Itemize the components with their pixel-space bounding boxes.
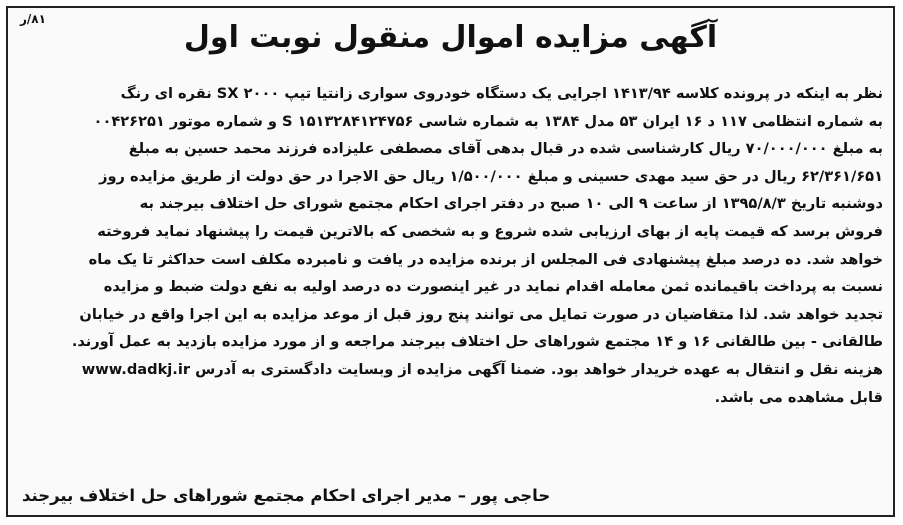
notice-body — [30, 80, 883, 411]
body-line: دوشنبه تاریخ ۱۳۹۵/۸/۳ از ساعت ۹ الی ۱۰ صبح در دفتر اجرای احکام مجتمع شورای حل اختلاف بیرجند به — [139, 195, 883, 213]
body-line: خواهد شد. ده درصد مبلغ پیشنهادی فی المجلس از برنده مزایده در یافت و نامبرده مکلف است حداکثر تا یک ماه — [88, 250, 883, 268]
body-line: ۶۲/۳۶۱/۶۵۱ ریال در حق سید مهدی حسینی و مبلغ ۱/۵۰۰/۰۰۰ ریال حق الاجرا در حق دولت از طریق مزایده روز — [99, 167, 883, 185]
notice-number: ۸۱/ر — [20, 12, 46, 26]
body-line: به مبلغ ۷۰/۰۰۰/۰۰۰ ریال کارشناسی شده در قبال بدهی آقای مصطفی علیزاده فرزند محمد حسین به مبلغ — [128, 140, 883, 158]
body-line: به شماره انتظامی ۱۱۷ د ۱۶ ایران ۵۳ مدل ۱۳۸۴ به شماره شاسی ۱۵۱۳۲۸۴۱۲۴۷۵۶ S و شماره موتور ۰۰۴۲۶۲۵۱ — [93, 112, 883, 130]
body-line: نسبت به پرداخت باقیمانده ثمن معامله اقدام نماید در غیر اینصورت ده درصد اولیه به نفع دولت ضبط و مزایده — [103, 278, 883, 296]
body-line: فروش برسد که قیمت پایه از بهای ارزیابی شده شروع و به شخصی که بالاترین قیمت را پیشنهاد نماید فروخته — [97, 222, 883, 240]
body-line: طالقانی - بین طالقانی ۱۶ و ۱۴ مجتمع شوراهای حل اختلاف بیرجند مراجعه و از مورد مزایده بازدید به عمل آورند. — [71, 333, 883, 351]
notice-title: آگهی مزایده اموال منقول نوبت اول — [183, 20, 718, 55]
signature: حاجی پور – مدیر اجرای احکام مجتمع شوراهای حل اختلاف بیرجند — [22, 486, 551, 505]
body-line: هزینه نقل و انتقال به عهده خریدار خواهد بود. ضمنا آگهی مزایده از وبسایت دادگستری به آدرس www.dadkj.ir — [81, 360, 883, 378]
body-line: تجدید خواهد شد. لذا متقاضیان در صورت تمایل می توانند پنج روز قبل از موعد مزایده به این اجرا واقع در خیابان — [79, 305, 883, 323]
body-line: قابل مشاهده می باشد. — [714, 388, 883, 406]
body-line: نظر به اینکه در پرونده کلاسه ۱۴۱۳/۹۴ اجرایی یک دستگاه خودروی سواری زانتیا تیپ SX ۲۰۰۰ نقره ای رنگ — [120, 85, 883, 102]
notice-frame — [6, 6, 895, 517]
